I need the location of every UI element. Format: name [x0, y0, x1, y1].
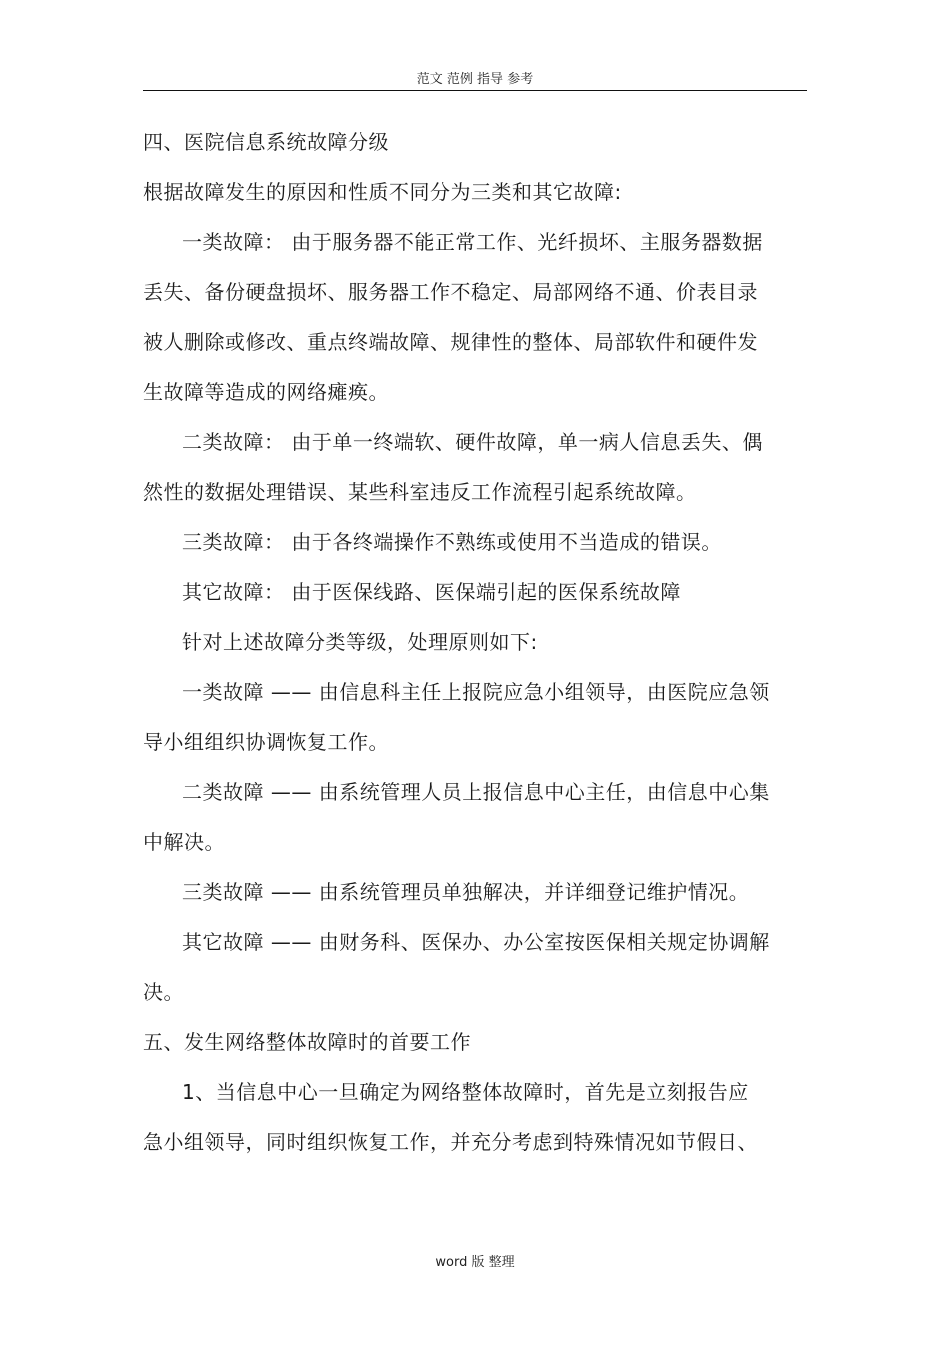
paragraph-line: 导小组组织协调恢复工作。	[143, 730, 389, 754]
paragraph-line: 其它故障 —— 由财务科、医保办、办公室按医保相关规定协调解	[182, 930, 770, 954]
section-heading: 五、发生网络整体故障时的首要工作	[143, 1030, 471, 1054]
paragraph-line: 一类故障 —— 由信息科主任上报院应急小组领导，由医院应急领	[182, 680, 770, 704]
header-divider	[143, 90, 807, 91]
paragraph-line: 被人删除或修改、重点终端故障、规律性的整体、局部软件和硬件发	[143, 330, 758, 354]
page-footer: word 版 整理	[435, 1255, 515, 1270]
section-heading: 四、医院信息系统故障分级	[143, 130, 389, 154]
paragraph-line: 丢失、备份硬盘损坏、服务器工作不稳定、局部网络不通、价表目录	[143, 280, 758, 304]
paragraph-line: 然性的数据处理错误、某些科室违反工作流程引起系统故障。	[143, 480, 697, 504]
paragraph-line: 决。	[143, 980, 184, 1004]
paragraph-line: 二类故障 —— 由系统管理人员上报信息中心主任，由信息中心集	[182, 780, 770, 804]
paragraph-line: 急小组领导，同时组织恢复工作，并充分考虑到特殊情况如节假日、	[143, 1130, 758, 1154]
paragraph-line: 1、当信息中心一旦确定为网络整体故障时，首先是立刻报告应	[182, 1080, 749, 1104]
paragraph-line: 三类故障： 由于各终端操作不熟练或使用不当造成的错误。	[182, 530, 722, 554]
paragraph-line: 一类故障： 由于服务器不能正常工作、光纤损坏、主服务器数据	[182, 230, 763, 254]
paragraph-line: 其它故障： 由于医保线路、医保端引起的医保系统故障	[182, 580, 681, 604]
page-header: 范文 范例 指导 参考	[416, 72, 534, 87]
paragraph-line: 生故障等造成的网络瘫痪。	[143, 380, 389, 404]
paragraph-line: 中解决。	[143, 830, 225, 854]
paragraph-line: 针对上述故障分类等级，处理原则如下:	[182, 630, 538, 654]
paragraph-line: 根据故障发生的原因和性质不同分为三类和其它故障:	[143, 180, 622, 204]
paragraph-line: 三类故障 —— 由系统管理员单独解决，并详细登记维护情况。	[182, 880, 750, 904]
paragraph-line: 二类故障： 由于单一终端软、硬件故障，单一病人信息丢失、偶	[182, 430, 763, 454]
